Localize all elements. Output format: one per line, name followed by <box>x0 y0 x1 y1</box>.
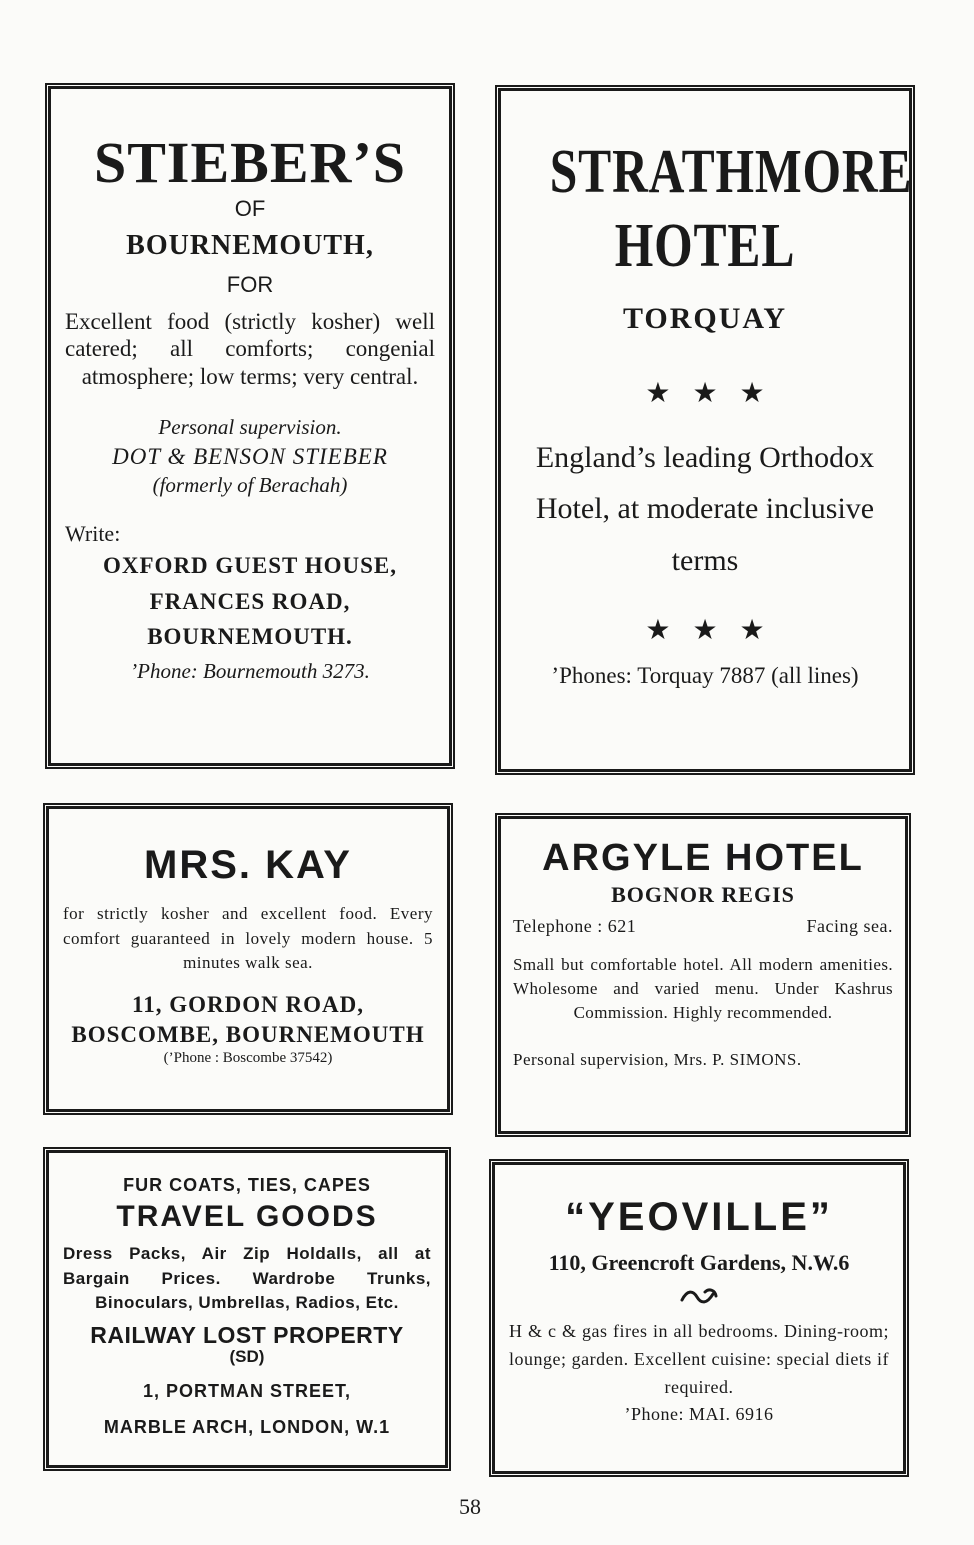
argyle-description: Small but comfortable hotel. All modern amenities. Wholesome and varied menu. Under Kashrus Commission. Highly recommended. <box>513 955 893 1022</box>
mrs-kay-description: for strictly kosher and excellent food. Every comfort guaranteed in lovely modern house. 5 minutes walk sea. <box>63 904 433 973</box>
travel-goods-address-line2: MARBLE ARCH, LONDON, W.1 <box>103 1416 391 1437</box>
travel-goods-sd: (SD) <box>229 1346 265 1366</box>
yeoville-description: H & c & gas fires in all bedrooms. Dining-room; lounge; garden. Excellent cuisine: special diets if required. <box>509 1321 889 1397</box>
strathmore-description: England’s leading Orthodox Hotel, at moderate inclusive terms <box>535 440 875 577</box>
stiebers-name: STIEBER’S <box>93 130 407 195</box>
stiebers-phone: ’Phone: Bournemouth 3273. <box>130 659 370 684</box>
argyle-name: ARGYLE HOTEL <box>542 837 864 879</box>
yeoville-address: 110, Greencroft Gardens, N.W.6 <box>548 1250 850 1275</box>
travel-goods-lost-property: RAILWAY LOST PROPERTY <box>90 1321 404 1348</box>
argyle-facing: Facing sea. <box>806 916 893 936</box>
mrs-kay-address-line1: 11, GORDON ROAD, <box>132 991 364 1017</box>
strathmore-phones: ’Phones: Torquay 7887 (all lines) <box>551 662 859 688</box>
mrs-kay-ad <box>46 806 450 1112</box>
stiebers-description: Excellent food (strictly kosher) well catered; all comforts; congenial atmosphere; low terms; very central. <box>65 308 435 390</box>
stiebers-for: FOR <box>226 271 274 297</box>
mrs-kay-name: MRS. KAY <box>144 843 352 887</box>
ornament-icon <box>509 1284 889 1312</box>
mrs-kay-phone: (’Phone : Boscombe 37542) <box>163 1049 333 1066</box>
star-icon: ★★★ <box>645 614 787 646</box>
strathmore-ad <box>498 88 912 772</box>
travel-goods-description: Dress Packs, Air Zip Holdalls, all at Bargain Prices. Wardrobe Trunks, Binoculars, Umbrellas, Radios, Etc. <box>63 1244 431 1313</box>
stiebers-of: OF <box>234 195 266 221</box>
stiebers-address-line2: FRANCES ROAD, <box>149 588 351 614</box>
argyle-supervision: Personal supervision, Mrs. P. SIMONS. <box>513 1050 802 1070</box>
argyle-town: BOGNOR REGIS <box>611 882 795 907</box>
travel-goods-name: TRAVEL GOODS <box>116 1200 378 1233</box>
stiebers-address-line1: OXFORD GUEST HOUSE, <box>103 553 397 579</box>
strathmore-town: TORQUAY <box>622 301 788 335</box>
yeoville-ad <box>492 1162 906 1474</box>
argyle-telephone: Telephone : 621 <box>513 916 637 936</box>
argyle-ad <box>498 816 908 1134</box>
travel-goods-ad <box>46 1150 448 1468</box>
page-number: 58 <box>459 1494 481 1519</box>
stiebers-address-line3: BOURNEMOUTH. <box>147 623 353 649</box>
stiebers-supervision: Personal supervision. <box>158 414 342 439</box>
yeoville-name: “YEOVILLE” <box>565 1195 833 1239</box>
stiebers-write-label: Write: <box>65 521 121 547</box>
strathmore-name-line1: STRATHMORE <box>549 138 913 206</box>
travel-goods-line1: FUR COATS, TIES, CAPES <box>123 1175 371 1195</box>
stiebers-town: BOURNEMOUTH, <box>126 229 374 261</box>
argyle-telephone-row <box>513 916 893 937</box>
stiebers-owners: DOT & BENSON STIEBER <box>112 444 388 470</box>
stiebers-formerly: (formerly of Berachah) <box>152 472 348 497</box>
star-icon: ★★★ <box>645 377 787 409</box>
strathmore-name-line2: HOTEL <box>614 212 796 281</box>
stiebers-ad <box>48 86 452 766</box>
mrs-kay-address-line2: BOSCOMBE, BOURNEMOUTH <box>71 1021 425 1047</box>
travel-goods-address-line1: 1, PORTMAN STREET, <box>142 1380 352 1401</box>
yeoville-phone: ’Phone: MAI. 6916 <box>624 1403 774 1424</box>
